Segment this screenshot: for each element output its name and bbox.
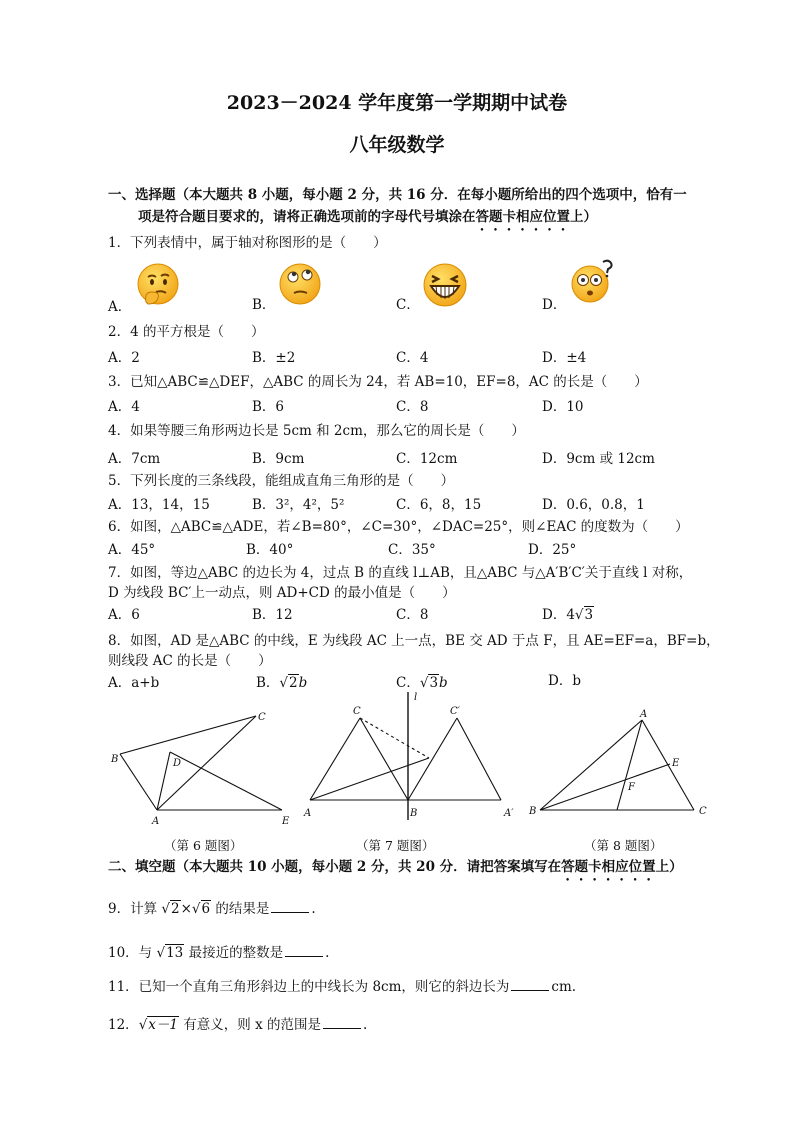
q4-option-a: A．7cm: [108, 451, 161, 467]
q4-option-b: B．9cm: [252, 451, 305, 467]
q3-option-c: C．8: [396, 399, 429, 415]
eye-roll-emoji-icon: [278, 262, 322, 306]
q6-option-d: D．25°: [528, 542, 577, 558]
q1-option-c: C．: [396, 297, 420, 313]
q5-option-d: D．0.6，0.8，1: [542, 497, 645, 513]
sqrt-symbol: √3: [574, 607, 594, 623]
q5-option-c: C．6，8，15: [396, 497, 482, 513]
fig7-label-a-prime: A′: [504, 808, 514, 819]
fig7-label-l: l: [414, 692, 418, 703]
section1-heading-line1: 一、选择题（本大题共 8 小题，每小题 2 分，共 16 分．在每小题所给出的四个选项中，恰有一: [108, 187, 687, 203]
q2-option-b: B．±2: [252, 350, 296, 366]
q7-stem-line2: D 为线段 BC′上一动点，则 AD+CD 的最小值是（ ）: [108, 585, 456, 601]
section2-heading: 二、填空题（本大题共 10 小题，每小题 2 分，共 20 分．请把答案填写在答题卡相应位置上）: [108, 859, 683, 875]
figure-6: [106, 706, 302, 830]
fig6-caption: （第 6 题图）: [164, 838, 243, 853]
q8-option-a: A．a+b: [108, 675, 160, 691]
q8-option-d: D．b: [548, 673, 581, 689]
q9: 9．计算 √2×√6 的结果是 .: [108, 901, 316, 917]
section1-heading-line2: 项是符合题目要求的，请将正确选项前的字母代号填涂在答题卡相应位置上）: [138, 209, 597, 225]
q8-option-b: B．√2b: [256, 675, 308, 691]
q7-option-a: A．6: [108, 607, 140, 623]
fig8-label-b: B: [529, 806, 537, 817]
fig7-label-c: C: [353, 706, 361, 717]
q1-option-d: D．: [542, 297, 567, 313]
q2-stem: 2．4 的平方根是（ ）: [108, 324, 265, 340]
q2-option-d: D．±4: [542, 350, 587, 366]
fig7-segment-cd-dashed: [360, 718, 429, 758]
q2-option-a: A．2: [108, 350, 140, 366]
fig6-label-d: D: [173, 758, 182, 769]
q2-option-c: C．4: [396, 350, 429, 366]
q7-option-d: D．4√3: [542, 607, 594, 623]
dotted-answer-card: 答题卡相应位置: [561, 859, 656, 875]
q7-option-b: B．12: [252, 607, 293, 623]
q5-stem: 5．下列长度的三条线段，能组成直角三角形的是（ ）: [108, 473, 455, 489]
q7-option-c: C．8: [396, 607, 429, 623]
figure-8: [524, 706, 720, 830]
q6-option-b: B．40°: [246, 542, 294, 558]
q6-stem: 6．如图，△ABC≌△ADE，若∠B=80°，∠C=30°，∠DAC=25°，则∠EAC 的度数为（ ）: [108, 519, 689, 535]
answer-blank[interactable]: [271, 900, 309, 913]
fig8-label-f: F: [628, 782, 635, 793]
fig6-segment-ad: [157, 752, 170, 810]
fig7-segment-c-prime-a-prime: [457, 718, 501, 800]
q5-option-a: A．13，14，15: [108, 497, 210, 513]
q8-stem-line1: 8．如图，AD 是△ABC 的中线，E 为线段 AC 上一点，BE 交 AD 于点 F，且 AE=EF=a，BF=b，: [108, 633, 720, 649]
q3-option-b: B．6: [252, 399, 285, 415]
q4-option-c: C．12cm: [396, 451, 458, 467]
grin-emoji-icon: [422, 262, 468, 308]
dotted-answer-card: 答题卡相应位置: [475, 209, 570, 225]
exam-title: 2023－2024 学年度第一学期期中试卷: [226, 92, 568, 114]
fig7-segment-bc-prime: [408, 718, 457, 800]
q1-option-a: A．: [108, 299, 132, 315]
q3-option-a: A．4: [108, 399, 140, 415]
q3-option-d: D．10: [542, 399, 584, 415]
confused-emoji-icon: [570, 258, 616, 304]
fig7-caption: （第 7 题图）: [356, 838, 435, 853]
sqrt-symbol: √2: [279, 675, 298, 691]
fig8-caption: （第 8 题图）: [584, 838, 663, 853]
q3-stem: 3．已知△ABC≌△DEF，△ABC 的周长为 24，若 AB=10，EF=8，AC 的长是（ ）: [108, 374, 648, 390]
q1-option-b: B．: [252, 297, 276, 313]
q7-stem-line1: 7．如图，等边△ABC 的边长为 4，过点 B 的直线 l⊥AB，且△ABC 与△A′B′C′关于直线 l 对称，: [108, 565, 693, 581]
fig6-segment-ba: [120, 754, 157, 810]
sqrt-symbol: √6: [191, 901, 211, 917]
exam-subtitle: 八年级数学: [349, 134, 445, 156]
q11: 11．已知一个直角三角形斜边上的中线长为 8cm，则它的斜边长为 cm.: [108, 979, 577, 995]
q1-stem: 1．下列表情中，属于轴对称图形的是（ ）: [108, 235, 387, 251]
fig7-segment-cb: [360, 718, 408, 800]
fig6-label-e: E: [282, 816, 290, 827]
thinking-emoji-icon: [136, 262, 180, 306]
sqrt-symbol: √2: [161, 901, 180, 917]
q8-option-c: C．√3b: [396, 675, 448, 691]
fig8-label-e: E: [672, 758, 680, 769]
fig7-label-b: B: [410, 808, 418, 819]
fig8-segment-be: [540, 764, 670, 810]
fig6-label-c: C: [258, 712, 266, 723]
fig7-segment-ac: [310, 718, 360, 800]
q10: 10．与 √13 最接近的整数是 .: [108, 945, 330, 961]
answer-blank[interactable]: [511, 978, 549, 991]
fig7-label-c-prime: C′: [450, 706, 460, 717]
fig8-label-a: A: [640, 709, 648, 720]
answer-blank[interactable]: [323, 1016, 361, 1029]
q4-stem: 4．如果等腰三角形两边长是 5cm 和 2cm，那么它的周长是（ ）: [108, 423, 525, 439]
sqrt-symbol: √3: [419, 675, 439, 691]
fig6-label-a: A: [152, 816, 160, 827]
q6-option-a: A．45°: [108, 542, 156, 558]
fig8-segment-ad: [617, 720, 642, 810]
fig6-label-b: B: [111, 754, 119, 765]
fig8-segment-ba: [540, 720, 642, 810]
q12: 12．√x－1 有意义，则 x 的范围是 .: [108, 1017, 368, 1033]
sqrt-symbol: √x－1: [138, 1017, 178, 1033]
figure-7: [298, 690, 520, 830]
fig7-label-a: A: [304, 808, 312, 819]
q5-option-b: B．3²，4²，5²: [252, 497, 345, 513]
sqrt-symbol: √13: [156, 945, 184, 961]
q6-option-c: C．35°: [388, 542, 436, 558]
q4-option-d: D．9cm 或 12cm: [542, 451, 655, 467]
q8-stem-line2: 则线段 AC 的长是（ ）: [108, 653, 272, 669]
answer-blank[interactable]: [285, 944, 323, 957]
fig8-label-c: C: [699, 806, 707, 817]
